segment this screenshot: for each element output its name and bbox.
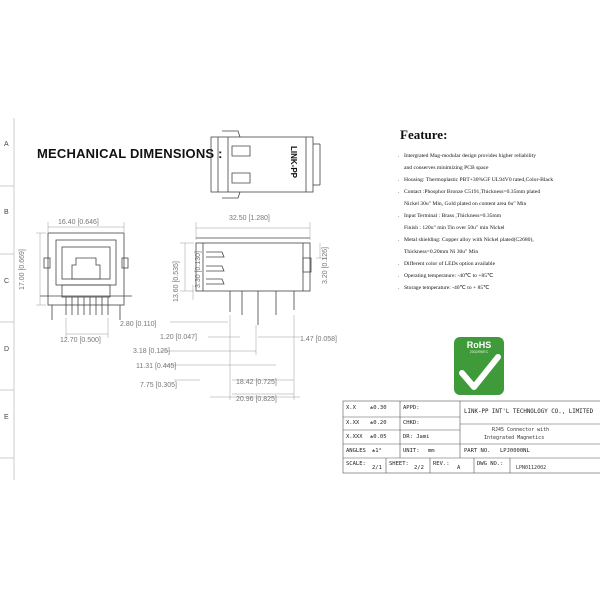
dim-row-span: 11.31 [0.445] [136, 363, 177, 370]
appd-label: APPD: [403, 405, 420, 411]
feature-item: and conserves minimizing PCB space [404, 165, 489, 171]
row-label-b: B [4, 209, 9, 216]
brand-marking: LINK-PP [289, 146, 298, 178]
dim-tab-height: 3.20 [0.126] [322, 247, 329, 284]
dim-front-pin: 7.75 [0.305] [140, 382, 177, 389]
feature-item: Nickel 30u" Min, Gold plated on content area 6u" Min [404, 201, 527, 207]
drawn-by: DR: Jami [403, 434, 430, 440]
dim-height-front: 17.00 [0.669] [19, 249, 26, 290]
rohs-label: RoHS [466, 340, 492, 350]
dim-height-side: 13.60 [0.535] [173, 261, 180, 302]
front-view [40, 233, 132, 320]
scale-value: 2/1 [372, 465, 382, 471]
dim-offset-side: 3.30 [0.130] [195, 251, 202, 288]
dim-row-pitch: 3.18 [0.125] [133, 348, 170, 355]
tol-x-value: ±0.30 [370, 405, 387, 411]
drawing-title: MECHANICAL DIMENSIONS : [37, 146, 223, 161]
tol-xx-value: ±0.20 [370, 420, 387, 426]
part-no-label: PART NO. [464, 448, 491, 454]
feature-item: . Operating temperature: -40℃ to +85℃ [398, 273, 494, 279]
tol-xxx-label: X.XXX [346, 434, 363, 440]
dwg-no-label: DWG NO.: [477, 461, 504, 467]
feature-item: . Contact :Phosphor Bronze C5191,Thickness=0.35mm plated [398, 189, 541, 195]
rev-value: A [457, 465, 461, 471]
tol-xxx-value: ±0.05 [370, 434, 387, 440]
dim-total-pin: 20.96 [0.825] [236, 396, 277, 403]
dwg-no-value: LPN0112002 [516, 465, 547, 471]
top-view [211, 131, 320, 198]
description-line-2: Integrated Magnetics [484, 435, 545, 441]
angles-label: ANGLES [346, 448, 366, 454]
drawing-frame [0, 118, 14, 480]
row-label-d: D [4, 346, 10, 353]
part-no-value: LPJ0000NL [500, 448, 530, 454]
row-label-e: E [4, 414, 9, 421]
dim-standoff: 2.80 [0.110] [120, 321, 157, 328]
dim-tab-offset: 1.47 [0.058] [300, 336, 337, 343]
rohs-sub: 2002/95/EC [469, 350, 489, 354]
dim-width-front: 16.40 [0.646] [58, 219, 99, 226]
feature-item: . Intergrated Mag-modular design provides higher reliability [398, 153, 537, 159]
feature-title: Feature: [400, 127, 448, 142]
description-line-1: RJ45 Connector with [492, 427, 550, 433]
company-name: LINK-PP INT'L TECHNOLOGY CO., LIMITED [464, 409, 594, 415]
feature-item: . Housing: Thermoplastic PBT+30%GF UL94V0 rated,Color-Black [398, 177, 554, 183]
feature-item: . Input Terminal : Brass ,Thickness=0.35mm [398, 213, 502, 219]
angles-value: ±1° [372, 448, 382, 454]
dim-rear-pin: 18.42 [0.725] [236, 379, 277, 386]
feature-item: . Storage temperature: -40℃ to + 85℃ [398, 285, 490, 291]
side-view [196, 238, 311, 325]
tol-x-label: X.X [346, 405, 356, 411]
checkmark-icon [454, 337, 504, 395]
sheet-label: SHEET: [389, 461, 409, 467]
chkd-label: CHKD: [403, 420, 420, 426]
rev-label: REV.: [433, 461, 450, 467]
dim-pin-offset: 1.20 [0.047] [160, 334, 197, 341]
dim-pin-span: 12.70 [0.500] [60, 337, 101, 344]
rohs-logo [454, 337, 504, 395]
feature-item: Thickness=0.20mm Ni 30u" Min [404, 249, 479, 255]
feature-item: . Metal shielding: Copper alloy with Nickel plated(C2680), [398, 237, 534, 243]
dim-length-side: 32.50 [1.280] [229, 215, 270, 222]
unit-label: UNIT: [403, 448, 420, 454]
feature-item: Finish : 120u" min Tin over 50u" min Nickel [404, 225, 505, 231]
feature-list [398, 150, 598, 294]
scale-label: SCALE: [346, 461, 366, 467]
unit-value: mm [428, 448, 435, 454]
row-label-c: C [4, 278, 10, 285]
tol-xx-label: X.XX [346, 420, 360, 426]
dimension-lines [36, 222, 326, 400]
feature-item: . Different color of LEDs option available [398, 261, 496, 267]
sheet-value: 2/2 [414, 465, 424, 471]
row-label-a: A [4, 141, 9, 148]
